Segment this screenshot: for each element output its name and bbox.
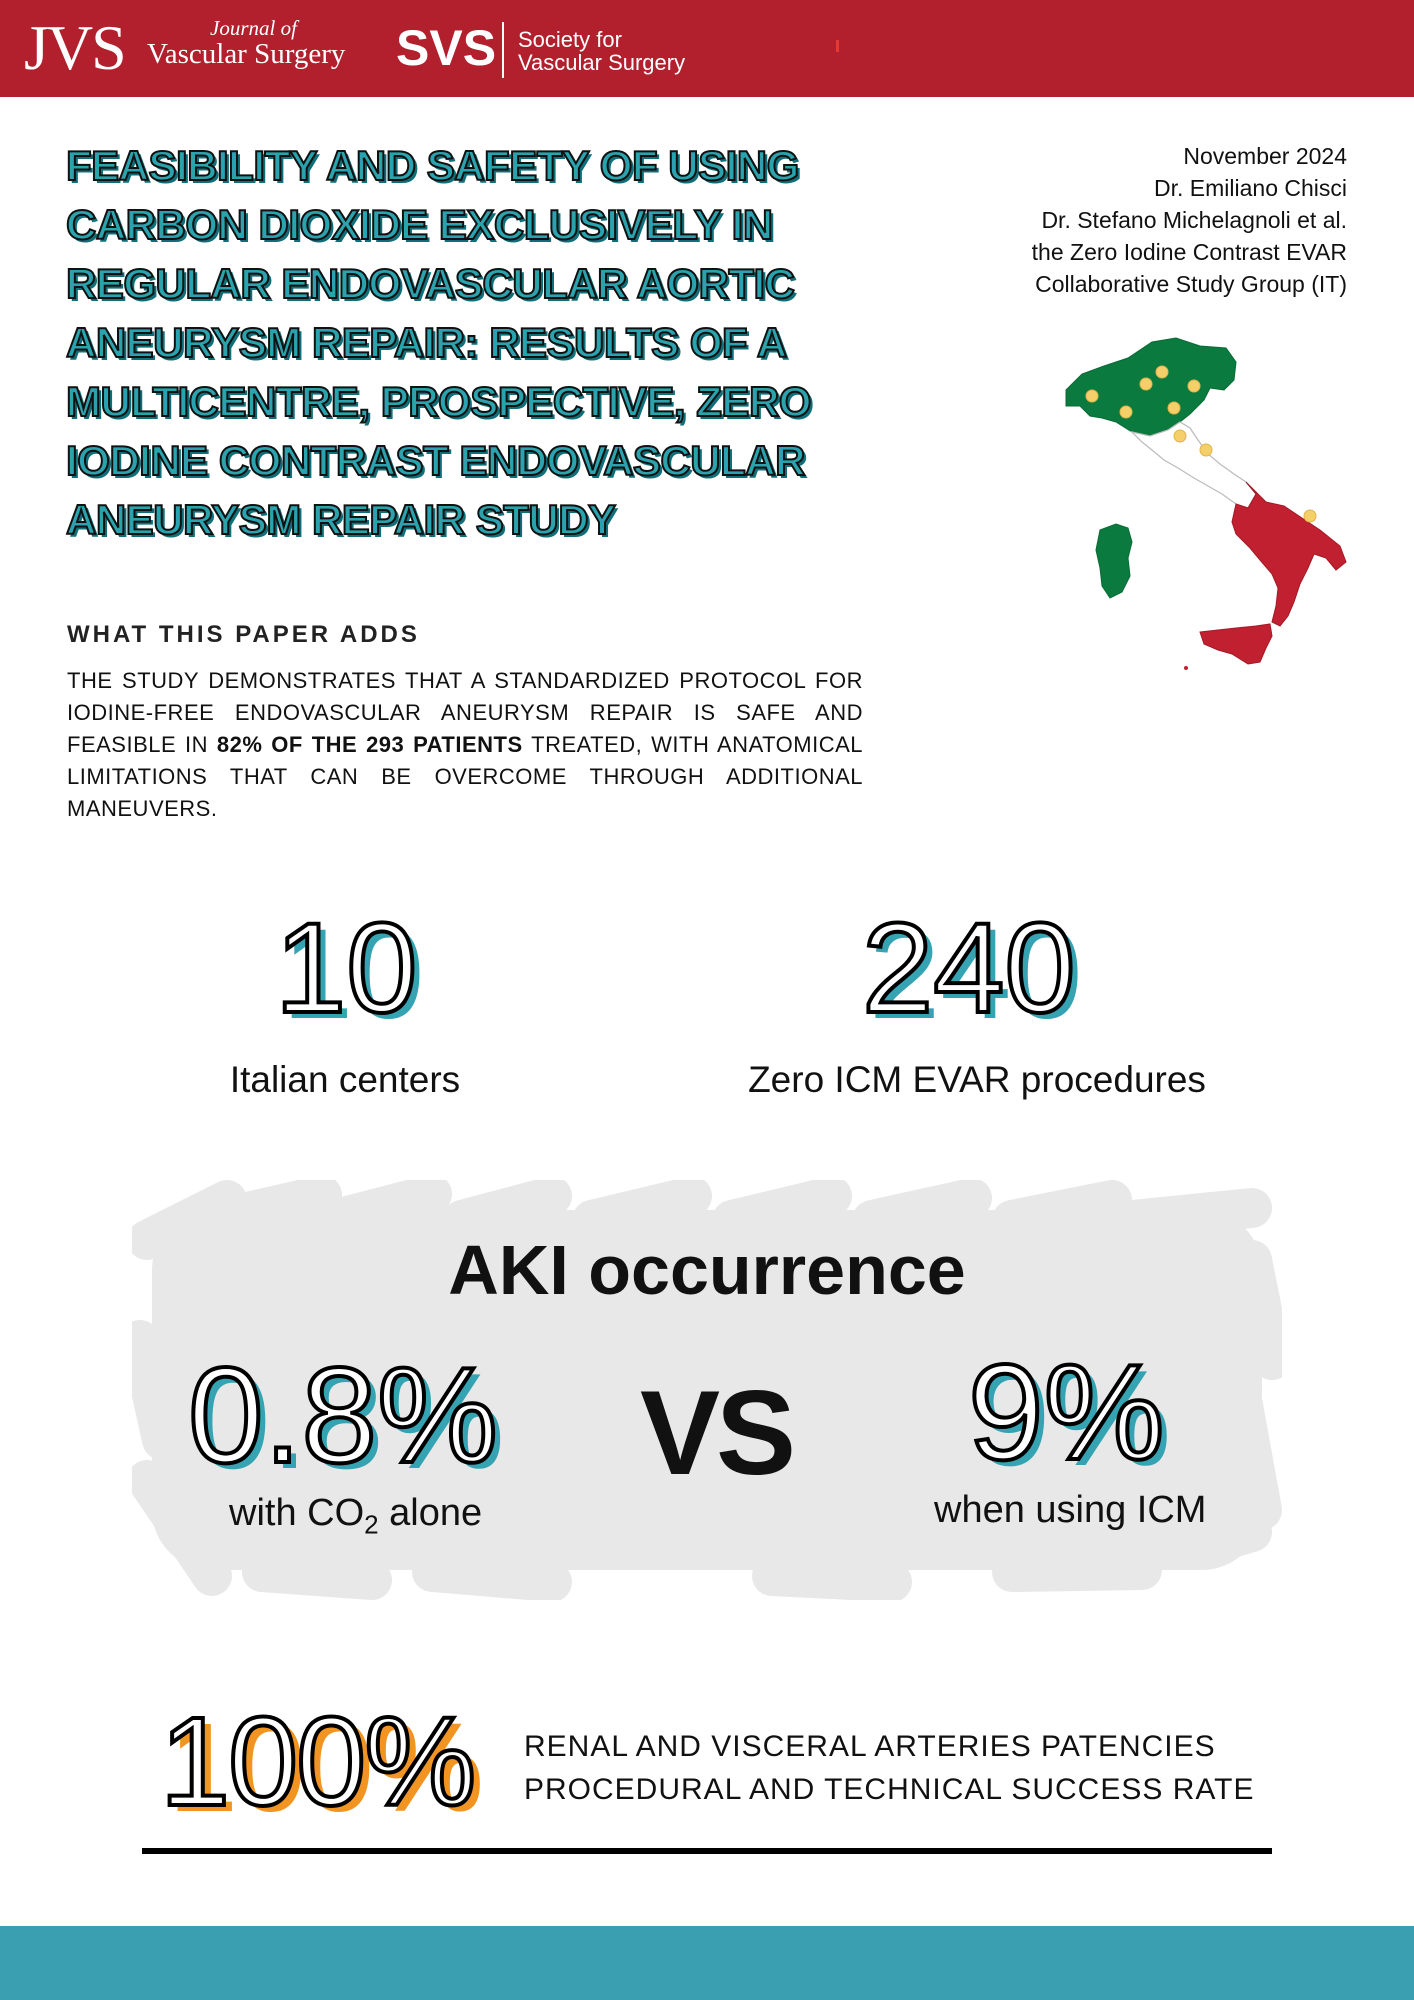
- success-line-2: PROCEDURAL AND TECHNICAL SUCCESS RATE: [524, 1773, 1255, 1806]
- author-2: Dr. Stefano Michelagnoli et al.: [1041, 207, 1347, 233]
- svs-line-1: Society for: [518, 27, 622, 52]
- jvs-journal-of: Journal of: [210, 16, 297, 40]
- map-pin: [1200, 444, 1212, 456]
- map-pin: [1140, 378, 1152, 390]
- procedures-label: Zero ICM EVAR procedures: [748, 1059, 1206, 1100]
- study-group-line-2: Collaborative Study Group (IT): [1035, 271, 1347, 297]
- centers-count: 10: [275, 897, 418, 1040]
- jvs-journal-name: Vascular Surgery: [147, 38, 346, 70]
- header-mark: [836, 40, 839, 52]
- svs-society-name: [518, 28, 685, 74]
- aki-icm-label: when using ICM: [934, 1489, 1207, 1531]
- aki-heading: AKI occurrence: [448, 1231, 966, 1309]
- centers-label: Italian centers: [229, 1059, 461, 1100]
- adds-text-part-1: THE STUDY DEMONSTRATES THAT A STANDARDIZED PROTOCOL FOR IODINE-FREE ENDOVASCULAR ANEURYSM REPAIR IS SAFE AND FEASIBLE IN: [67, 668, 863, 757]
- publication-meta: [1032, 140, 1347, 300]
- footer-bar: [0, 1926, 1414, 2000]
- jvs-logo[interactable]: JVS: [24, 12, 125, 83]
- map-pin: [1188, 380, 1200, 392]
- success-line-1: RENAL AND VISCERAL ARTERIES PATENCIES: [524, 1730, 1216, 1763]
- map-pin: [1304, 510, 1316, 522]
- map-pin: [1120, 406, 1132, 418]
- map-sicily: [1200, 624, 1272, 664]
- what-this-paper-adds-heading: WHAT THIS PAPER ADDS: [67, 621, 420, 648]
- journal-header: [0, 0, 1414, 97]
- publication-date: November 2024: [1183, 143, 1347, 169]
- success-rate-value: 100%: [160, 1691, 475, 1832]
- map-small-island: [1184, 666, 1188, 670]
- italy-map-icon: [1058, 336, 1348, 700]
- aki-co2-label-post: alone: [378, 1492, 483, 1534]
- svs-line-2: Vascular Surgery: [518, 50, 686, 75]
- adds-text-highlight: 82% OF THE 293 PATIENTS: [216, 732, 523, 757]
- paper-title: FEASIBILITY AND SAFETY OF USING CARBON DIOXIDE EXCLUSIVELY IN REGULAR ENDOVASCULAR AORTIC ANEURYSM REPAIR: RESULTS OF A MULTICENTRE, PROSPECTIVE, ZERO IODINE CONTRAST ENDOVASCULAR ANEURYSM REPAIR STUDY: [66, 142, 811, 543]
- what-this-paper-adds-text: [67, 665, 863, 825]
- map-pin: [1168, 402, 1180, 414]
- map-pin: [1174, 430, 1186, 442]
- map-pin: [1086, 390, 1098, 402]
- aki-co2-label-subscript: 2: [364, 1509, 379, 1540]
- aki-icm-value: 9%: [968, 1336, 1165, 1488]
- author-1: Dr. Emiliano Chisci: [1154, 175, 1347, 201]
- success-rate-description: [524, 1725, 1254, 1811]
- svs-logo[interactable]: SVS: [396, 20, 497, 76]
- logo-divider: [502, 22, 504, 78]
- map-sardinia: [1096, 524, 1132, 598]
- vs-label: VS: [640, 1366, 793, 1500]
- aki-co2-label-pre: with CO: [229, 1492, 365, 1534]
- study-group-line-1: the Zero Iodine Contrast EVAR: [1031, 239, 1347, 265]
- procedures-count: 240: [862, 897, 1076, 1040]
- adds-text-part-2: TREATED, WITH ANATOMICAL LIMITATIONS THAT CAN BE OVERCOME THROUGH ADDITIONAL MANEUVERS.: [67, 732, 864, 821]
- aki-co2-value: 0.8%: [188, 1339, 498, 1491]
- map-pin: [1156, 366, 1168, 378]
- bottom-divider: [142, 1848, 1272, 1854]
- aki-co2-label: [229, 1490, 482, 1548]
